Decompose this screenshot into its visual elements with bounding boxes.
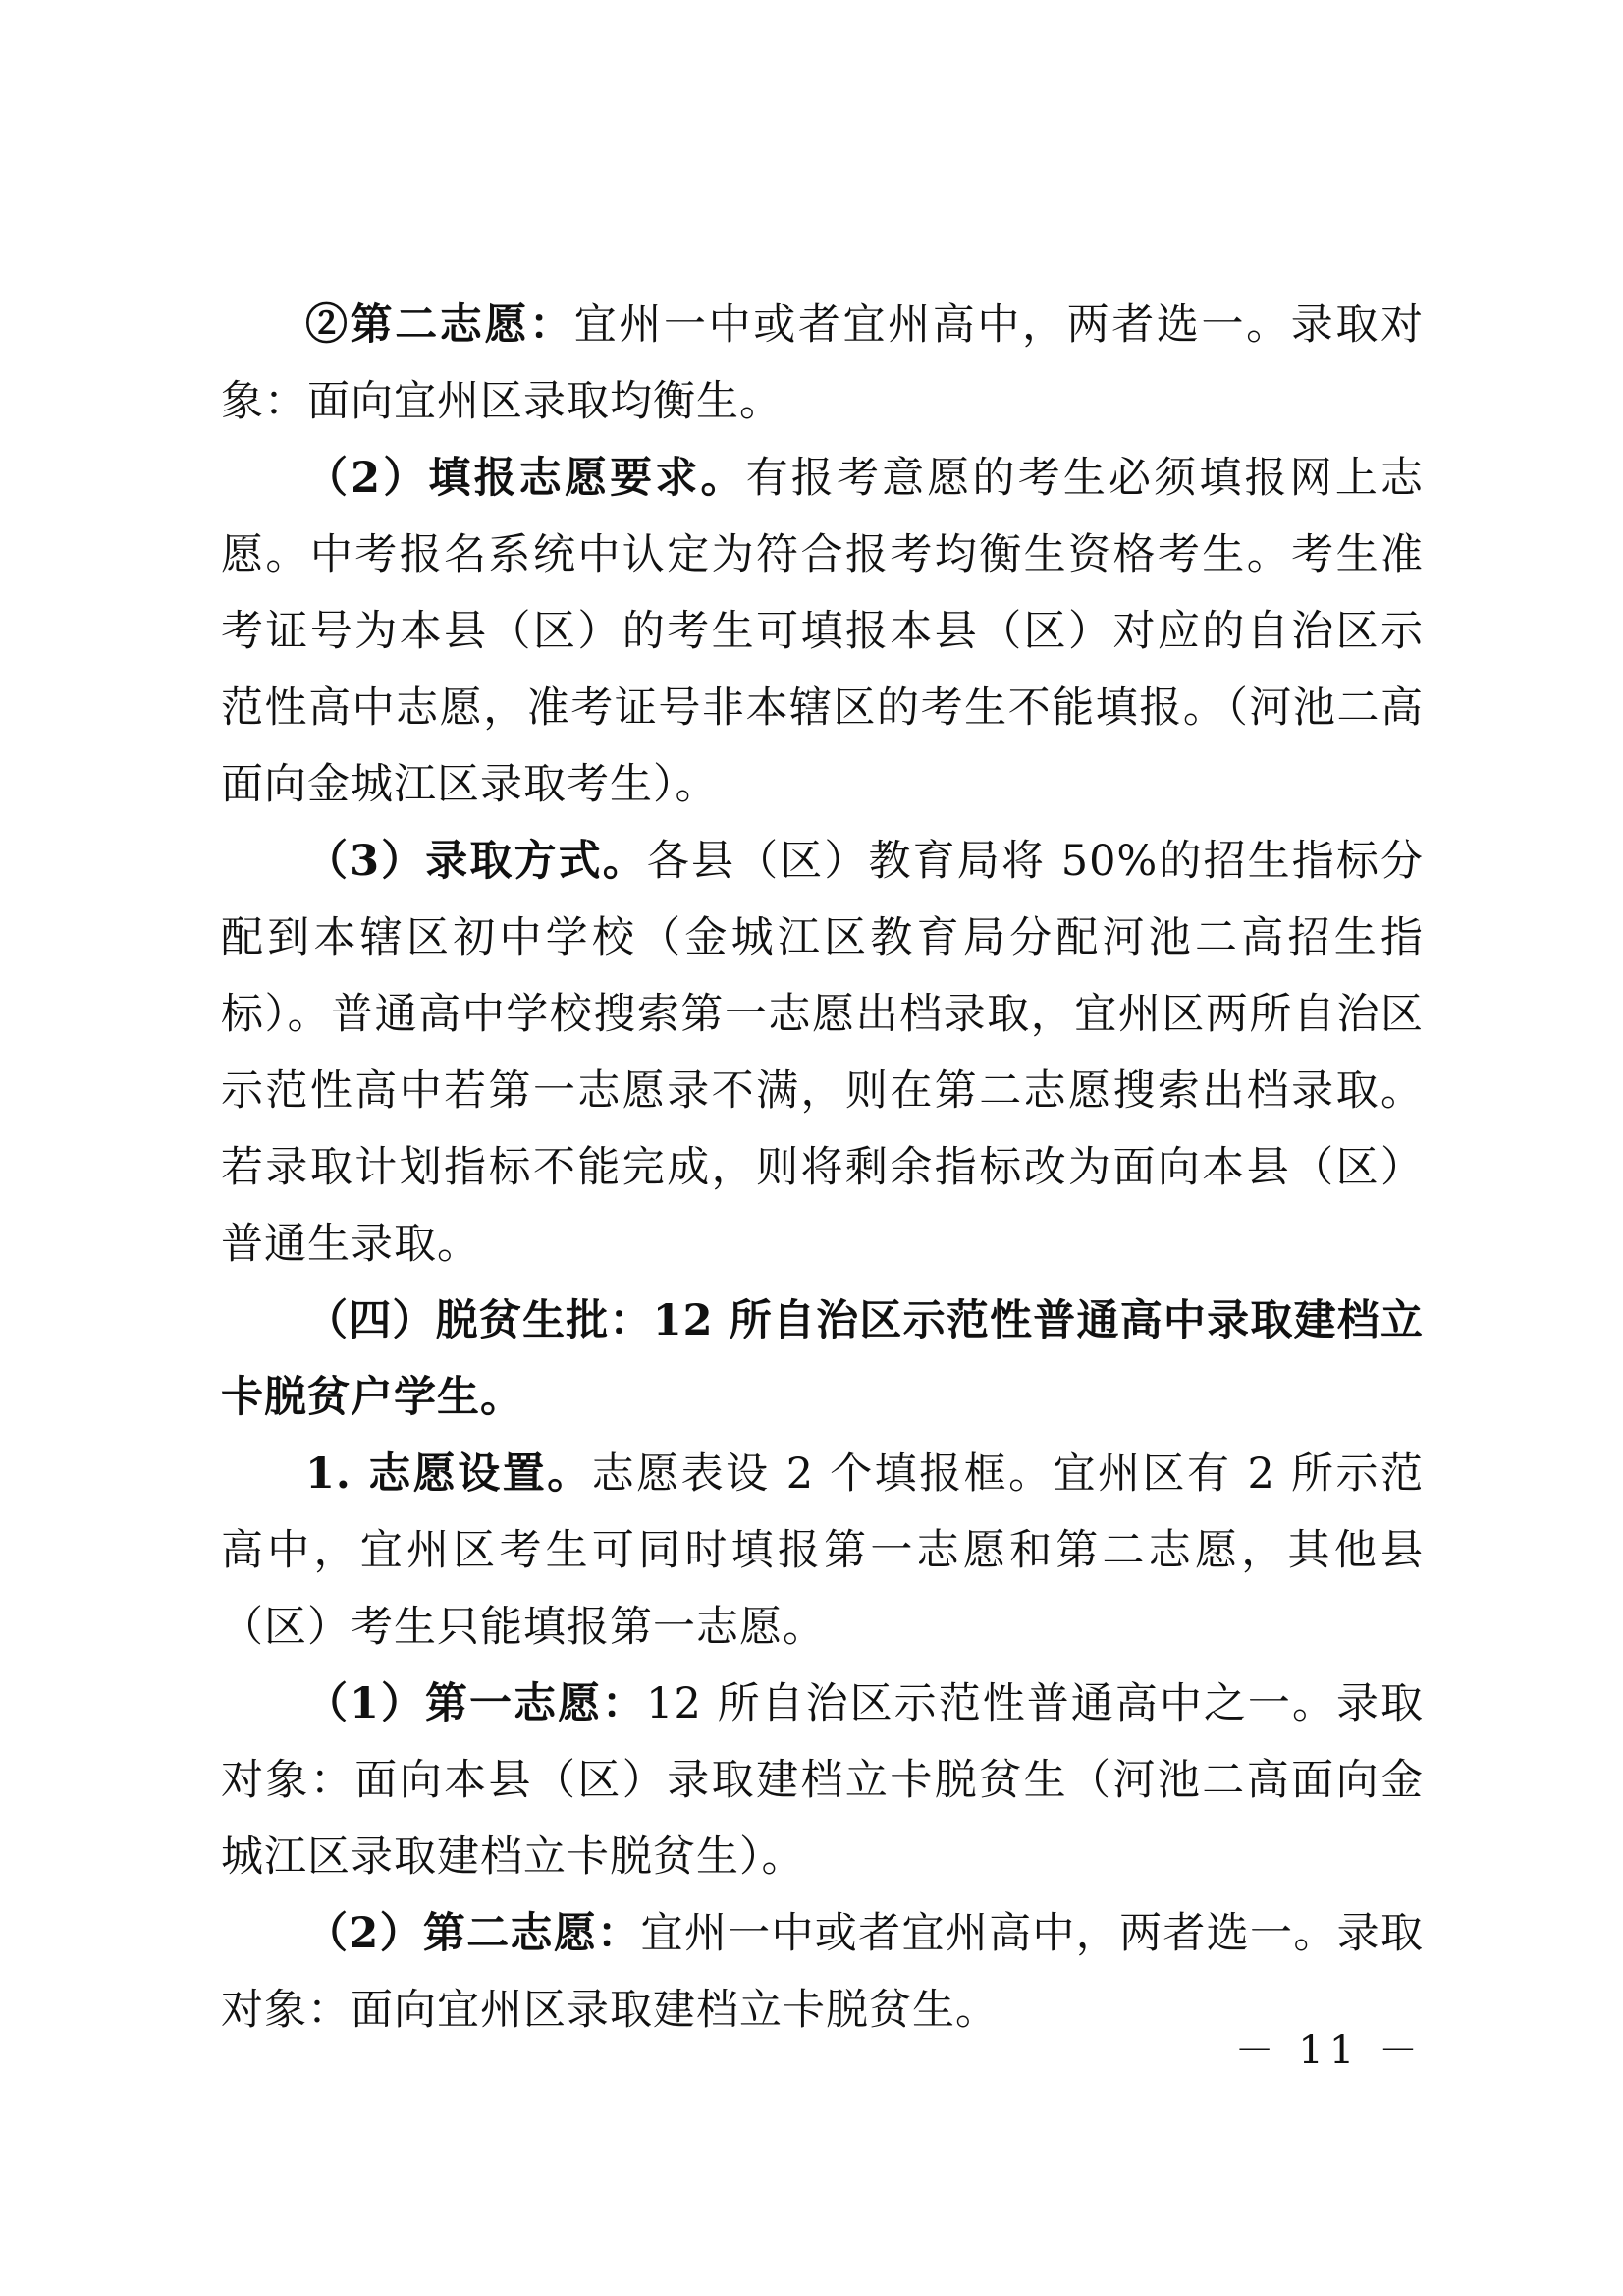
page-number: － 11 － <box>1234 2028 1424 2073</box>
paragraph-text: 各县（区）教育局将 50%的招生指标分配到本辖区初中学校（金城江区教育局分配河池二高招生指标）。普通高中学校搜索第一志愿出档录取，宜州区两所自治区示范性高中若第一志愿录不满，则在第二志愿搜索出档录取。若录取计划指标不能完成，则将剩余指标改为面向本县（区）普通生录取。 <box>221 837 1425 1269</box>
paragraph-text: 有报考意愿的考生必须填报网上志愿。中考报名系统中认定为符合报考均衡生资格考生。考生准考证号为本县（区）的考生可填报本县（区）对应的自治区示范性高中志愿，准考证号非本辖区的考生不能填报。（河池二高面向金城江区录取考生）。 <box>221 454 1425 809</box>
paragraph-lead: 1. 志愿设置。 <box>305 1449 592 1499</box>
paragraph-text: 12 所自治区示范性普通高中之一。录取对象：面向本县（区）录取建档立卡脱贫生（河池二高面向金城江区录取建档立卡脱贫生）。 <box>221 1679 1424 1882</box>
paragraph-text: 宜州一中或者宜州高中，两者选一。录取对象：面向宜州区录取均衡生。 <box>221 301 1424 426</box>
paragraph-lead: （2）第二志愿： <box>305 1909 641 1958</box>
section-heading-text: （四）脱贫生批：12 所自治区示范性普通高中录取建档立卡脱贫户学生。 <box>221 1296 1424 1422</box>
paragraph-filling-requirements <box>221 440 1424 823</box>
paragraph-lead: （2）填报志愿要求。 <box>305 454 746 503</box>
body-text <box>221 287 1424 2049</box>
section-heading-poverty-batch <box>221 1283 1424 1436</box>
paragraph-text: 志愿表设 2 个填报框。宜州区有 2 所示范高中，宜州区考生可同时填报第一志愿和第二志愿，其他县（区）考生只能填报第一志愿。 <box>221 1449 1424 1652</box>
paragraph-first-choice <box>221 1666 1424 1895</box>
paragraph-choice-setup <box>221 1436 1424 1666</box>
paragraph-lead: （1）第一志愿： <box>305 1679 647 1728</box>
paragraph-lead: ②第二志愿： <box>305 301 574 350</box>
paragraph-admission-method <box>221 823 1424 1283</box>
paragraph-text: 宜州一中或者宜州高中，两者选一。录取对象：面向宜州区录取建档立卡脱贫生。 <box>221 1909 1425 2035</box>
paragraph-lead: （3）录取方式。 <box>305 837 647 886</box>
paragraph-second-choice <box>221 287 1424 440</box>
